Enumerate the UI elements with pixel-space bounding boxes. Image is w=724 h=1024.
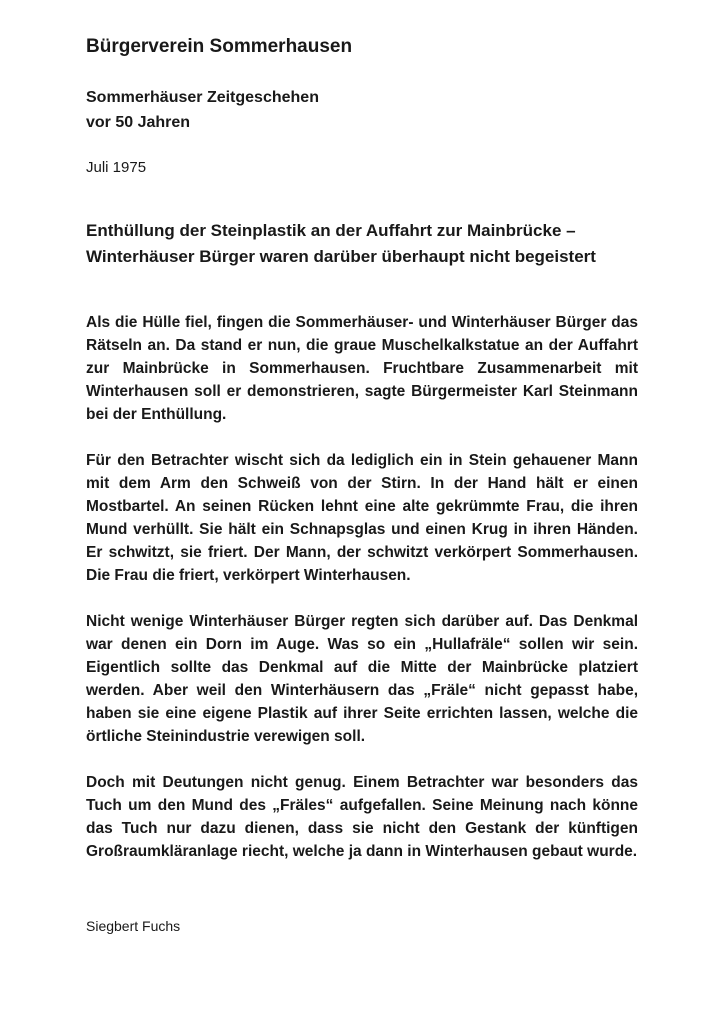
paragraph: Nicht wenige Winterhäuser Bürger regten sich darüber auf. Das Denkmal war denen ein Dorn im Auge. Was so ein „Hullafräle“ sollen wir sein. Eigentlich sollte das Denkmal auf die Mitte der Mainbrücke platziert werden. Aber weil den Winterhäusern das „Fräle“ nicht gepasst habe, haben sie eine eigene Plastik auf ihrer Seite errichten lassen, welche die örtliche Steinindustrie verewigen soll. <box>86 613 638 745</box>
paragraph: Für den Betrachter wischt sich da lediglich ein in Stein gehauener Mann mit dem Arm den Schweiß von der Stirn. In der Hand hält er einen Mostbartel. An seinen Rücken lehnt eine alte gekrümmte Frau, die ihren Mund verhüllt. Sie hält ein Schnapsglas und einen Krug in ihren Händen. Er schwitzt, sie friert. Der Mann, der schwitzt verkörpert Sommerhausen. Die Frau die friert, verkörpert Winterhausen. <box>86 452 638 584</box>
subtitle-line-2: vor 50 Jahren <box>86 114 191 131</box>
document-date: Juli 1975 <box>86 159 147 176</box>
series-subtitle <box>86 85 638 135</box>
headline-line-2: Winterhäuser Bürger waren darüber überhaupt nicht begeistert <box>86 247 596 266</box>
subtitle-line-1: Sommerhäuser Zeitgeschehen <box>86 89 319 106</box>
paragraph: Als die Hülle fiel, fingen die Sommerhäuser- und Winterhäuser Bürger das Rätseln an. Da stand er nun, die graue Muschelkalkstatue an der Auffahrt zur Mainbrücke in Sommerhausen. Fruchtbare Zusammenarbeit mit Winterhausen soll er demonstrieren, sagte Bürgermeister Karl Steinmann bei der Enthüllung. <box>86 314 638 423</box>
paragraph: Doch mit Deutungen nicht genug. Einem Betrachter war besonders das Tuch um den Mund des „Fräles“ aufgefallen. Seine Meinung nach könne das Tuch nur dazu dienen, dass sie nicht den Gestank der künftigen Großraumkläranlage riecht, welche ja dann in Winterhausen gebaut wurde. <box>86 774 638 860</box>
author-signature: Siegbert Fuchs <box>86 918 181 934</box>
headline-line-1: Enthüllung der Steinplastik an der Auffahrt zur Mainbrücke – <box>86 221 576 240</box>
article-body <box>86 311 638 863</box>
article-headline <box>86 218 638 270</box>
organization-title: Bürgerverein Sommerhausen <box>86 36 353 57</box>
